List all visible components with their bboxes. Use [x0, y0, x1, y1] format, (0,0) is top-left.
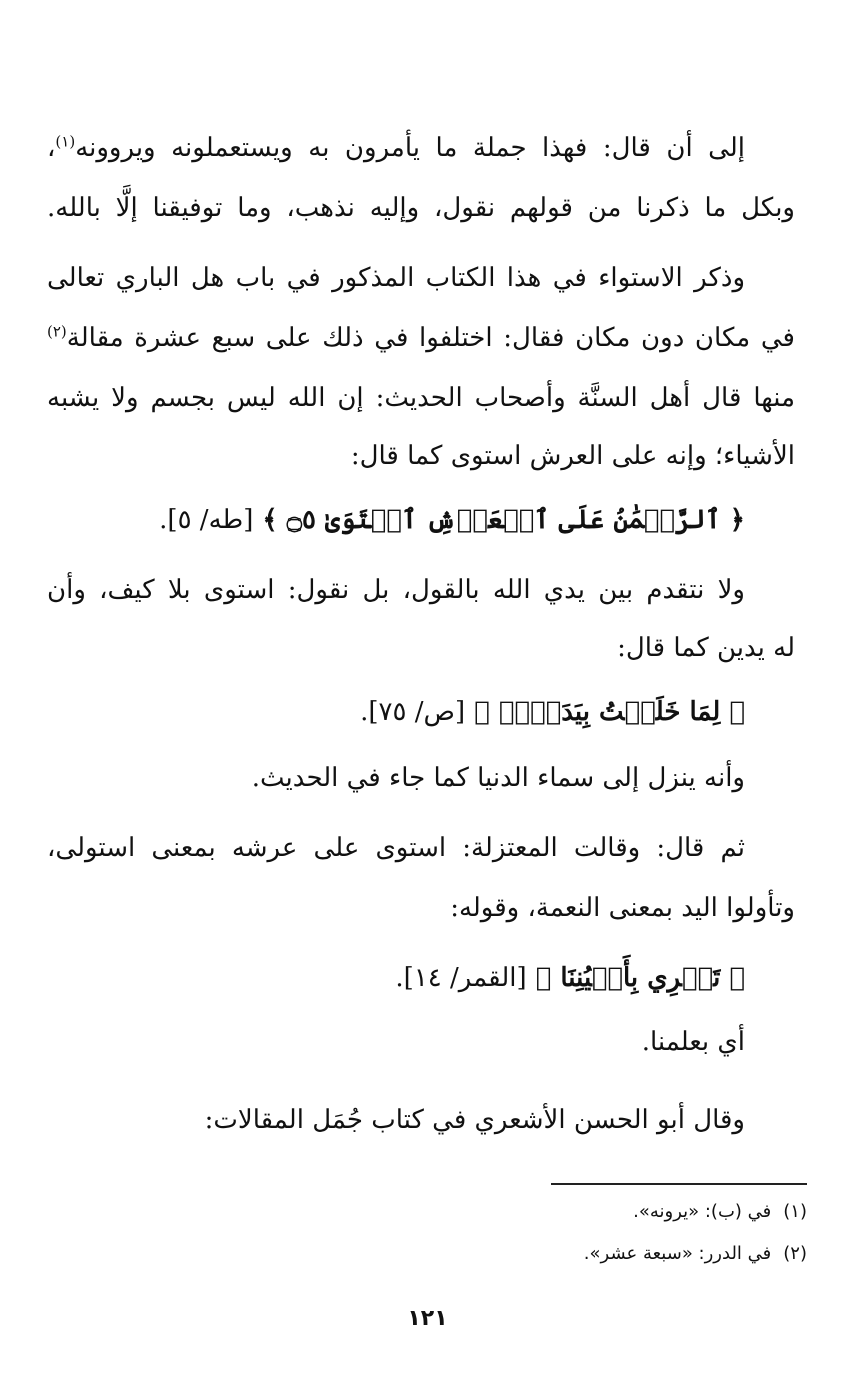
footnote-marker[interactable]: (٢) [47, 322, 67, 341]
footnote-text: في (ب): «يرونه». [633, 1201, 772, 1222]
paragraph-start: وذكر الاستواء في هذا الكتاب المذكور في باب هل الباري تعالى [47, 263, 745, 293]
paragraph-start: ولا نتقدم بين يدي الله بالقول، بل نقول: استوى بلا كيف، وأن [47, 575, 745, 605]
verse-reference: [ص/ ٧٥]. [360, 697, 466, 727]
quran-verse [159, 500, 745, 540]
text-line: وبكل ما ذكرنا من قولهم نقول، وإليه نذهب، وما توفيقنا إلَّا بالله. [47, 193, 795, 223]
quran-verse [395, 958, 745, 998]
footnote-divider [551, 1183, 807, 1185]
text-line [47, 128, 745, 168]
text-line: وأنه ينزل إلى سماء الدنيا كما جاء في الحديث. [251, 763, 745, 793]
verse-text: ﴿ تَجۡرِي بِأَعۡيُنِنَا ﴾ [535, 963, 745, 993]
footnote-number: (١) [783, 1201, 807, 1222]
text-line: منها قال أهل السنَّة وأصحاب الحديث: إن الله ليس بجسم ولا يشبه [47, 383, 795, 413]
text-span: ، [47, 133, 56, 163]
text-span: في مكان دون مكان فقال: اختلفوا في ذلك على سبع عشرة مقالة [66, 323, 795, 353]
paragraph-start: وقال أبو الحسن الأشعري في كتاب جُمَل المقالات: [204, 1105, 745, 1135]
text-span: إلى أن قال: فهذا جملة ما يأمرون به ويستعملونه ويروونه [75, 133, 745, 163]
text-line [47, 318, 795, 358]
footnote-text: في الدرر: «سبعة عشر». [583, 1243, 772, 1264]
footnote-number: (٢) [783, 1243, 807, 1264]
verse-text: ﴿ لِمَا خَلَقۡتُ بِيَدَيَّۖ ﴾ [474, 697, 745, 727]
page-number: ١٢١ [407, 1306, 448, 1331]
footnote-1 [633, 1198, 807, 1226]
quran-verse [360, 692, 745, 732]
text-line: أي بعلمنا. [641, 1027, 745, 1057]
footnote-marker[interactable]: (١) [55, 132, 76, 151]
text-line: وتأولوا اليد بمعنى النعمة، وقوله: [450, 893, 795, 923]
verse-reference: [طه/ ٥]. [159, 505, 254, 535]
paragraph-start: ثم قال: وقالت المعتزلة: استوى على عرشه بمعنى استولى، [47, 833, 745, 863]
text-line: له يدين كما قال: [617, 633, 795, 663]
verse-text: ﴿ ٱلرَّحۡمَٰنُ عَلَى ٱلۡعَرۡشِ ٱسۡتَوَىٰ ۝٥ ﴾ [262, 505, 745, 535]
footnote-2 [584, 1240, 807, 1268]
text-line: الأشياء؛ وإنه على العرش استوى كما قال: [350, 441, 795, 471]
verse-reference: [القمر/ ١٤]. [395, 963, 527, 993]
